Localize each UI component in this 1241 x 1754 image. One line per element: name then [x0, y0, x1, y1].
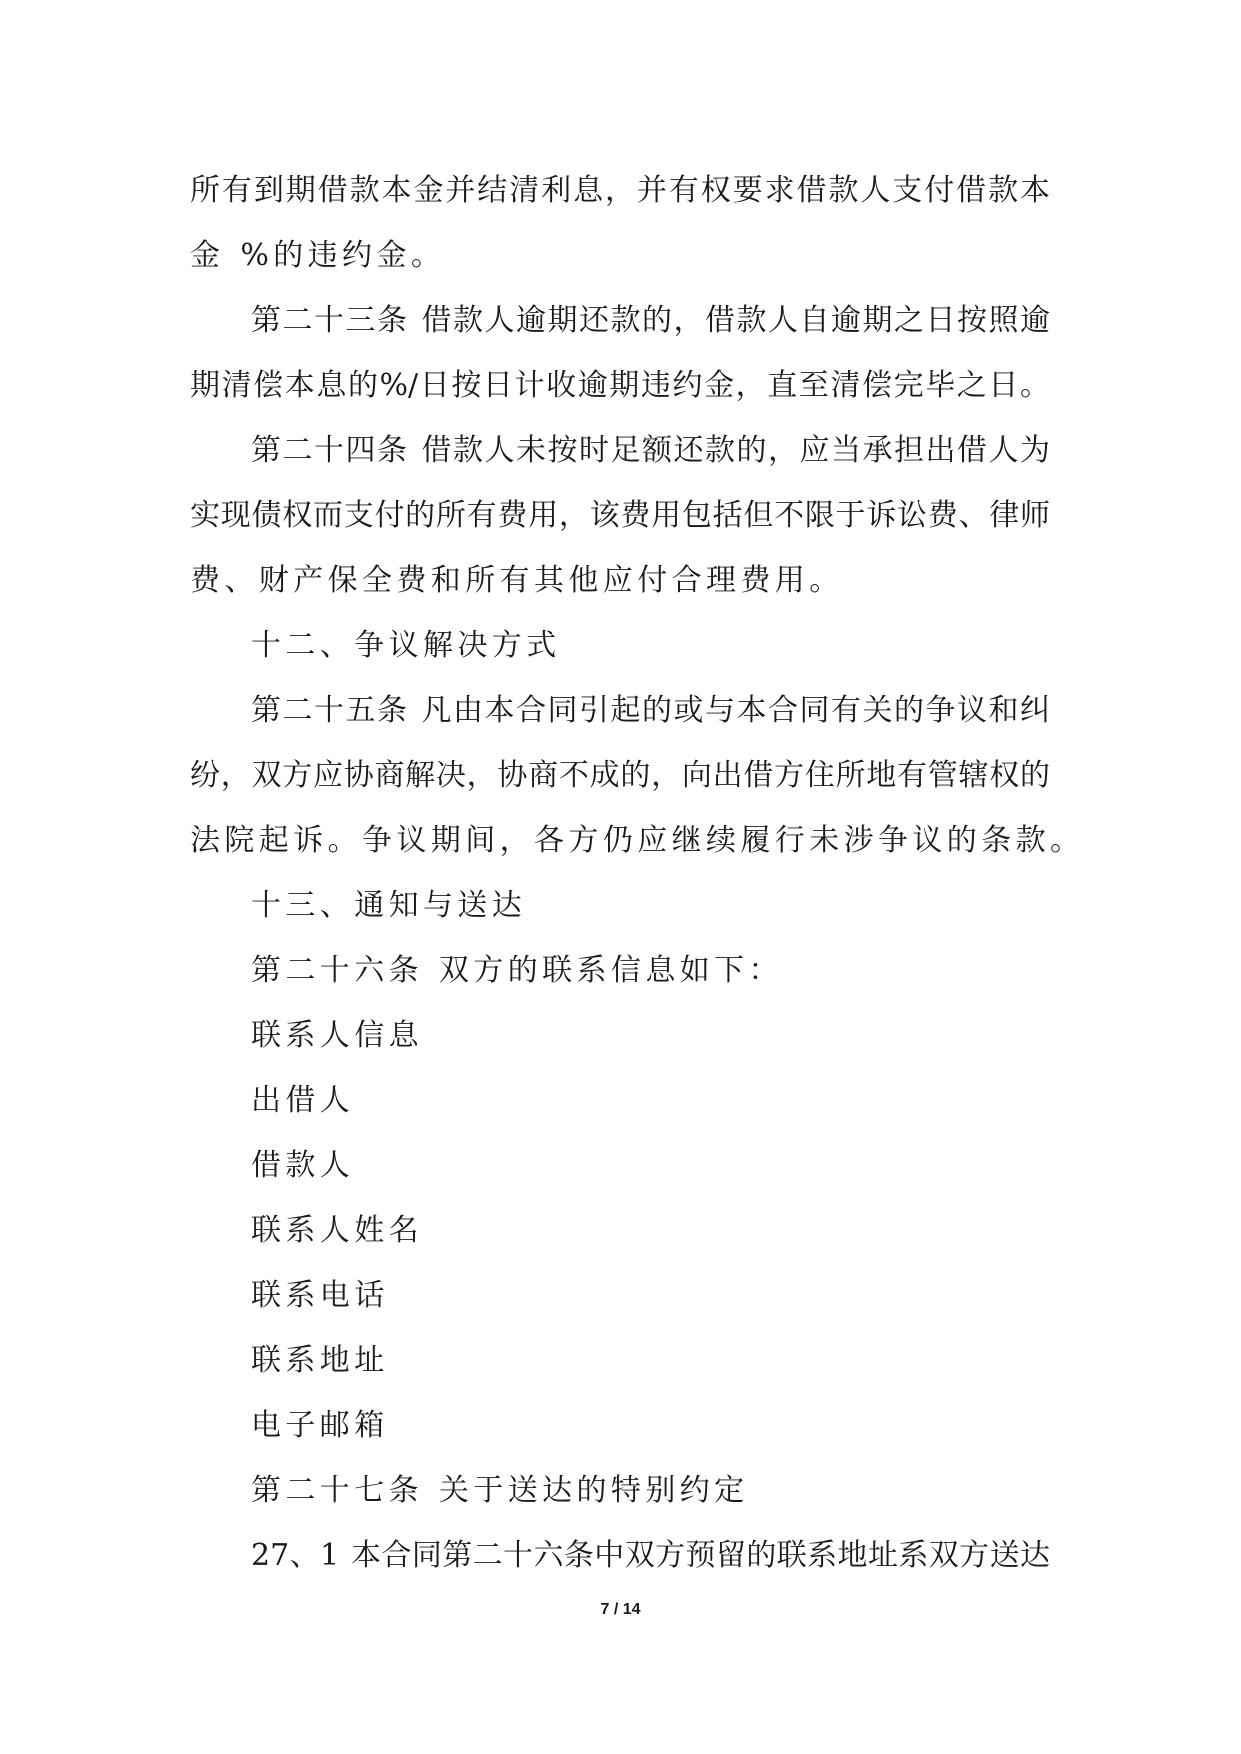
- text-line: 金 %的违约金。: [190, 238, 446, 273]
- clause-24-line: 第二十四条 借款人未按时足额还款的，应当承担出借人为: [251, 433, 1050, 468]
- contact-info-label: 联系人信息: [251, 1018, 423, 1053]
- text-line: 期清偿本息的%/日按日计收逾期违约金，直至清偿完毕之日。: [190, 368, 1050, 403]
- text-line: 费、财产保全费和所有其他应付合理费用。: [190, 563, 844, 598]
- clause-23-line: 第二十三条 借款人逾期还款的，借款人自逾期之日按照逾: [251, 303, 1050, 338]
- page-number: 7 / 14: [600, 1601, 641, 1618]
- email-label: 电子邮箱: [251, 1408, 389, 1443]
- document-body: [190, 158, 1085, 1588]
- lender-label: 出借人: [251, 1083, 355, 1118]
- text-line: 纷，双方应协商解决，协商不成的，向出借方住所地有管辖权的: [190, 758, 1050, 793]
- text-line: 法院起诉。争议期间，各方仍应继续履行未涉争议的条款。: [190, 823, 1085, 858]
- clause-25-line: 第二十五条 凡由本合同引起的或与本合同有关的争议和纠: [251, 693, 1050, 728]
- clause-27-1-line: 27、1 本合同第二十六条中双方预留的联系地址系双方送达: [251, 1538, 1050, 1573]
- contact-name-label: 联系人姓名: [251, 1213, 423, 1248]
- text-line: 实现债权而支付的所有费用，该费用包括但不限于诉讼费、律师: [190, 498, 1050, 533]
- contact-address-label: 联系地址: [251, 1343, 389, 1378]
- clause-27-line: 第二十七条 关于送达的特别约定: [251, 1473, 749, 1508]
- contact-phone-label: 联系电话: [251, 1278, 389, 1313]
- section-heading-dispute: 十二、争议解决方式: [251, 628, 561, 663]
- borrower-label: 借款人: [251, 1148, 355, 1183]
- text-line: 所有到期借款本金并结清利息，并有权要求借款人支付借款本: [190, 173, 1050, 208]
- clause-26-line: 第二十六条 双方的联系信息如下：: [251, 953, 783, 988]
- section-heading-notice: 十三、通知与送达: [251, 888, 527, 923]
